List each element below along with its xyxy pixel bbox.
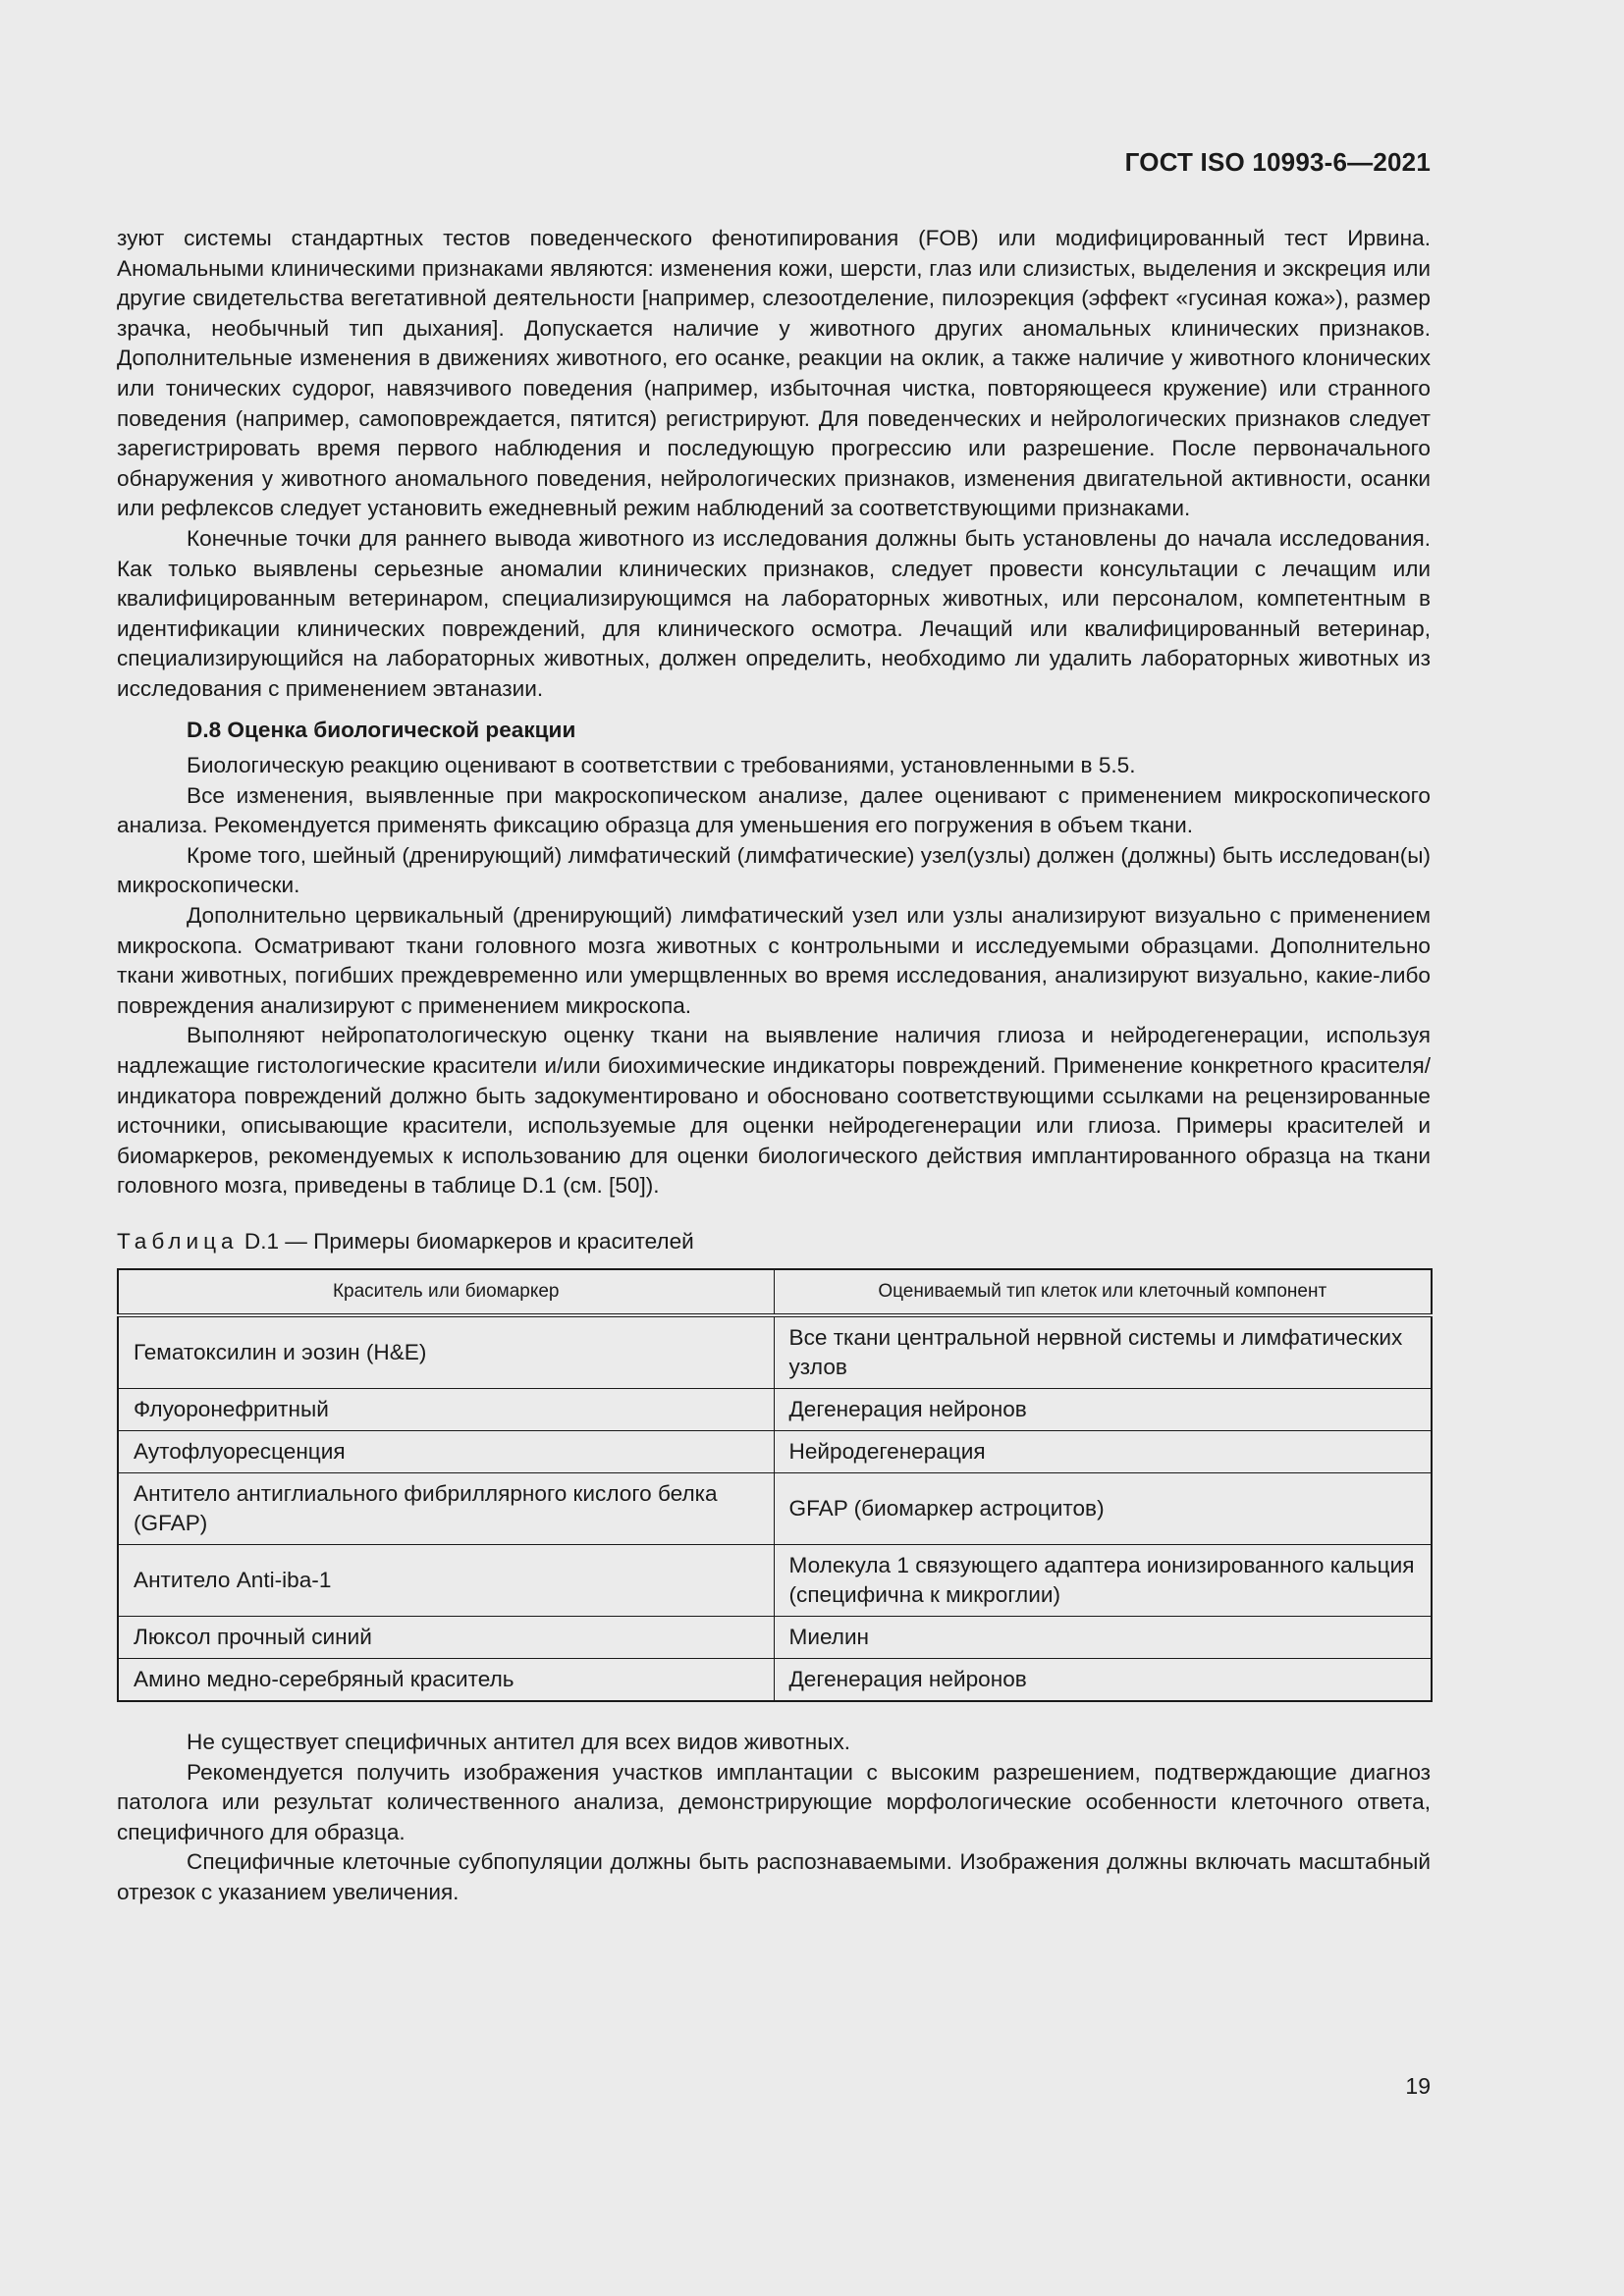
table-cell: Миелин (774, 1617, 1432, 1659)
table-row (118, 1659, 1432, 1702)
table-cell: Дегенерация нейронов (774, 1659, 1432, 1702)
section-heading: D.8 Оценка биологической реакции (187, 717, 576, 742)
table-row (118, 1389, 1432, 1431)
paragraph: Биологическую реакцию оценивают в соответствии с требованиями, установленными в 5.5. (187, 753, 1136, 778)
table-row (118, 1431, 1432, 1473)
table-cell: Флуоронефритный (118, 1389, 774, 1431)
closing-paragraphs (117, 1728, 1431, 1908)
table-cell: Все ткани центральной нервной системы и лимфатических узлов (774, 1315, 1432, 1389)
table-cell: Люксол прочный синий (118, 1617, 774, 1659)
table-row (118, 1545, 1432, 1617)
table-caption (117, 1227, 1431, 1256)
table-cell: GFAP (биомаркер астроцитов) (774, 1473, 1432, 1545)
paragraph: Конечные точки для раннего вывода животного из исследования должны быть установлены до начала исследования. Как только выявлены серьезные аномалии клинических признаков, следует провести консультации с лечащим или квалифицированным ветеринаром, специализирующимся на лабораторных животных, или персоналом, компетентным в идентификации клинических повреждений, для клинического осмотра. Лечащий или квалифицированный ветеринар, специализирующийся на лабораторных животных, должен определить, необходимо ли удалить лабораторных животных из исследования с применением эвтаназии. (117, 525, 1431, 701)
table-row (118, 1617, 1432, 1659)
page-content (117, 224, 1431, 1908)
table-cell: Антитело Anti-iba-1 (118, 1545, 774, 1617)
table-cell: Нейродегенерация (774, 1431, 1432, 1473)
table-cell: Антитело антиглиального фибриллярного кислого белка (GFAP) (118, 1473, 774, 1545)
table-cell: Молекула 1 связующего адаптера ионизированного кальция (специфична к микроглии) (774, 1545, 1432, 1617)
paragraph: Специфичные клеточные субпопуляции должны быть распознаваемыми. Изображения должны включать масштабный отрезок с указанием увеличения. (117, 1849, 1431, 1904)
paragraph: Все изменения, выявленные при макроскопическом анализе, далее оценивают с применением микроскопического анализа. Рекомендуется применять фиксацию образца для уменьшения его погружения в объем ткани. (117, 782, 1431, 838)
table-row (118, 1473, 1432, 1545)
paragraph: Рекомендуется получить изображения участков имплантации с высоким разрешением, подтверждающие диагноз патолога или результат количественного анализа, демонстрирующие морфологические особенности клеточного ответа, специфичного для образца. (117, 1759, 1431, 1844)
paragraph: Выполняют нейропатологическую оценку ткани на выявление наличия глиоза и нейродегенерации, используя надлежащие гистологические красители и/или биохимические индикаторы повреждений. Применение конкретного красителя/индикатора повреждений должно быть задокументировано и обосновано соответствующими ссылками на рецензированные источники, описывающие красители, используемые для оценки нейродегенерации или глиоза. Примеры красителей и биомаркеров, рекомендуемых к использованию для оценки биологического действия имплантированного образца на ткани головного мозга, приведены в таблице D.1 (см. [50]). (117, 1023, 1431, 1199)
paragraph: зуют системы стандартных тестов поведенческого фенотипирования (FOB) или модифицированный тест Ирвина. Аномальными клиническими признаками являются: изменения кожи, шерсти, глаз или слизистых, выделения и экскреция или другие свидетельства вегетативной деятельности [например, слезоотделение, пилоэрекция (эффект «гусиная кожа»), размер зрачка, необычный тип дыхания]. Допускается наличие у животного других аномальных клинических признаков. Дополнительные изменения в движениях животного, его осанке, реакции на оклик, а также наличие у животного клонических или тонических судорог, навязчивого поведения (например, избыточная чистка, повторяющееся кружение) или странного поведения (например, самоповреждается, пятится) регистрируют. Для поведенческих и нейрологических признаков следует зарегистрировать время первого наблюдения и последующую прогрессию или разрешение. После первоначального обнаружения у животного аномального поведения, нейрологических признаков, изменения двигательной активности, осанки или рефлексов следует установить ежедневный режим наблюдений за соответствующими признаками. (117, 226, 1431, 521)
table-cell: Аутофлуоресценция (118, 1431, 774, 1473)
table-row (118, 1315, 1432, 1389)
table-caption-title: D.1 — Примеры биомаркеров и красителей (244, 1229, 694, 1254)
paragraph: Кроме того, шейный (дренирующий) лимфатический (лимфатические) узел(узлы) должен (должны) быть исследован(ы) микроскопически. (117, 842, 1431, 898)
page-number: 19 (1405, 2073, 1431, 2099)
table-cell: Гематоксилин и эозин (H&E) (118, 1315, 774, 1389)
table-header-cell: Краситель или биомаркер (118, 1269, 774, 1315)
document-code: ГОСТ ISO 10993-6—2021 (1124, 147, 1431, 177)
table-cell: Амино медно-серебряный краситель (118, 1659, 774, 1702)
table-cell: Дегенерация нейронов (774, 1389, 1432, 1431)
table-caption-label: Таблица (117, 1229, 239, 1254)
table-header-cell: Оцениваемый тип клеток или клеточный компонент (774, 1269, 1432, 1315)
paragraph: Дополнительно цервикальный (дренирующий) лимфатический узел или узлы анализируют визуально с применением микроскопа. Осматривают ткани головного мозга животных с контрольными и исследуемыми образцами. Дополнительно ткани животных, погибших преждевременно или умерщвленных во время исследования, анализируют визуально, какие-либо повреждения анализируют с применением микроскопа. (117, 903, 1431, 1018)
biomarkers-table (117, 1268, 1433, 1702)
paragraph: Не существует специфичных антител для всех видов животных. (187, 1730, 851, 1754)
table-header-row (118, 1269, 1432, 1315)
